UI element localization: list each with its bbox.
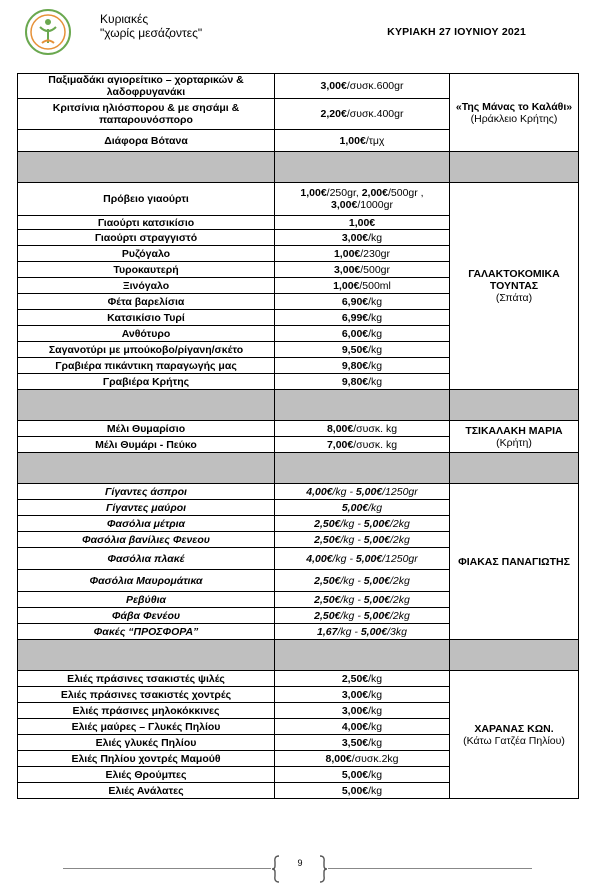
vendor-name: ΤΣΙΚΑΛΑΚΗ ΜΑΡΙΑ: [465, 424, 563, 437]
page-footer: [0, 850, 592, 890]
price-unit: /συσκ.400gr: [346, 108, 404, 120]
product-name: Φέτα βαρελίσια: [18, 294, 275, 310]
product-name: Φασόλια πλακέ: [18, 548, 275, 570]
price-amount: 3,50€: [341, 736, 369, 749]
price-unit: /kg: [368, 501, 383, 514]
product-price: [275, 421, 450, 437]
price-amount: 2,50€: [314, 533, 341, 546]
product-price: [275, 326, 450, 342]
product-name: Ελιές πράσινες τσακιστές ψιλές: [18, 671, 275, 687]
separator-cell: [275, 453, 450, 484]
price-unit: /kg: [368, 768, 383, 781]
price-amount: 8,00€: [325, 752, 352, 765]
footer-rule-left: [63, 868, 271, 869]
page-header: [0, 0, 592, 66]
price-unit: /kg: [368, 736, 383, 749]
price-unit: /kg -: [332, 552, 356, 565]
price-unit: /kg -: [337, 625, 361, 638]
vendor-location: (Ηράκλειο Κρήτης): [470, 112, 558, 125]
product-name: Γίγαντες άσπροι: [18, 484, 275, 500]
product-name: Παξιμαδάκι αγιορείτικο – χορταρικών & λαδοφρυγανάκι: [18, 74, 275, 99]
price-unit: /συσκ.2kg: [351, 752, 399, 765]
price-unit: /kg -: [340, 574, 364, 587]
price-amount: 8,00€: [326, 422, 354, 435]
product-name: Γιαούρτι κατσικίσιο: [18, 216, 275, 230]
product-name: Ξινόγαλο: [18, 278, 275, 294]
product-price: [275, 230, 450, 246]
product-name: Τυροκαυτερή: [18, 262, 275, 278]
vendor-cell: [450, 183, 579, 390]
separator-cell: [275, 640, 450, 671]
price-amount: 1,00€: [333, 247, 361, 260]
product-price: [275, 74, 450, 99]
price-amount: 5,00€: [341, 768, 369, 781]
price-amount: 1,00€: [339, 134, 366, 147]
price-amount: 3,00€: [341, 688, 369, 701]
brand-title: [100, 12, 202, 40]
price-unit: /2kg: [390, 574, 410, 587]
price-amount: 3,00€: [341, 704, 369, 717]
product-name: Γίγαντες μαύροι: [18, 500, 275, 516]
separator-cell: [275, 152, 450, 183]
product-row: [18, 74, 579, 99]
price-unit: /kg: [368, 784, 383, 797]
product-price: [275, 516, 450, 532]
price-unit: /230gr: [360, 247, 391, 260]
price-amount: 2,20€: [320, 108, 347, 120]
product-price: [275, 671, 450, 687]
product-price: [275, 358, 450, 374]
group-separator: [18, 640, 579, 671]
product-name: Γραβιέρα Κρήτης: [18, 374, 275, 390]
product-price: [275, 735, 450, 751]
vendor-cell: [450, 484, 579, 640]
vendor-cell: [450, 421, 579, 453]
vendor-location: (Κρήτη): [496, 436, 532, 449]
footer-rule-right: [328, 868, 532, 869]
price-amount: 5,00€: [355, 485, 383, 498]
brand-line-2: "χωρίς μεσάζοντες": [100, 26, 203, 40]
vendor-location: (Κάτω Γατζέα Πηλίου): [463, 734, 565, 747]
product-name: Γραβιέρα πικάντικη παραγωγής μας: [18, 358, 275, 374]
product-price: [275, 767, 450, 783]
page-number: 9: [297, 858, 303, 868]
product-name: Ελιές Πηλίου χοντρές Μαμούθ: [18, 751, 275, 767]
product-name: Ελιές Ανάλατες: [18, 783, 275, 799]
product-price: [275, 246, 450, 262]
product-name: Γιαούρτι στραγγιστό: [18, 230, 275, 246]
price-unit: /1250gr: [382, 485, 418, 498]
price-unit: /500gr: [360, 263, 391, 276]
product-name: Φακές “ΠΡΟΣΦΟΡΑ”: [18, 624, 275, 640]
price-amount: 3,00€: [341, 231, 369, 244]
price-unit: /1250gr: [382, 552, 418, 565]
price-unit: /kg -: [332, 485, 356, 498]
price-amount: 5,00€: [363, 533, 391, 546]
right-brace-icon: [318, 854, 328, 884]
price-unit: /συσκ. kg: [353, 422, 398, 435]
price-unit: /kg: [368, 295, 383, 308]
separator-cell: [18, 453, 275, 484]
product-name: Σαγανοτύρι με μπούκοβο/ρίγανη/σκέτο: [18, 342, 275, 358]
price-amount: 6,90€: [341, 295, 369, 308]
price-unit: /3kg: [387, 625, 407, 638]
farmers-market-logo-icon: [20, 7, 76, 57]
product-row: [18, 183, 579, 216]
price-unit: /1000gr: [357, 199, 393, 211]
price-amount: 2,00€: [361, 187, 388, 199]
price-amount: 5,00€: [363, 517, 391, 530]
separator-cell: [450, 152, 579, 183]
price-unit: /2kg: [390, 533, 410, 546]
price-unit: /kg: [368, 343, 383, 356]
price-unit: /kg -: [340, 593, 364, 606]
price-unit: /2kg: [390, 609, 410, 622]
price-unit: /250gr,: [326, 187, 362, 199]
price-amount: 2,50€: [314, 593, 341, 606]
price-amount: 4,00€: [306, 485, 333, 498]
product-price: [275, 624, 450, 640]
vendor-location: (Σπάτα): [495, 292, 533, 304]
product-price: [275, 751, 450, 767]
separator-cell: [450, 640, 579, 671]
price-amount: 9,80€: [341, 359, 369, 372]
header-date: ΚΥΡΙΑΚΗ 27 ΙΟΥΝΙΟΥ 2021: [387, 26, 526, 38]
price-amount: 1,00€: [300, 187, 327, 199]
price-amount: 6,00€: [341, 327, 369, 340]
price-unit: /kg: [368, 311, 383, 324]
product-price: [275, 548, 450, 570]
price-amount: 2,50€: [314, 609, 341, 622]
price-amount: 5,00€: [355, 552, 383, 565]
product-price: [275, 342, 450, 358]
price-amount: 4,00€: [306, 552, 333, 565]
price-amount: 2,50€: [314, 517, 341, 530]
vendor-cell: [450, 74, 579, 152]
product-price: [275, 608, 450, 624]
price-amount: 9,80€: [341, 375, 369, 388]
price-amount: 1,67: [317, 625, 338, 638]
price-unit: /kg: [368, 327, 383, 340]
product-price: [275, 262, 450, 278]
price-amount: 5,00€: [360, 625, 388, 638]
product-price: [275, 532, 450, 548]
price-unit: /500gr ,: [387, 187, 424, 199]
group-separator: [18, 453, 579, 484]
product-name: Μέλι Θυμαρίσιο: [18, 421, 275, 437]
product-price: [275, 783, 450, 799]
price-unit: /συσκ. kg: [353, 438, 398, 451]
price-unit: /kg: [368, 672, 383, 685]
product-price: [275, 687, 450, 703]
price-unit: /2kg: [390, 517, 410, 530]
price-unit: /kg: [368, 231, 383, 244]
price-unit: /συσκ.600gr: [346, 80, 404, 92]
product-price: [275, 703, 450, 719]
price-unit: /kg: [368, 375, 383, 388]
vendor-name: ΦΙΑΚΑΣ ΠΑΝΑΓΙΩΤΗΣ: [458, 555, 570, 568]
product-name: Κατσικίσιο Τυρί: [18, 310, 275, 326]
price-unit: /kg -: [340, 609, 364, 622]
price-amount: 6,99€: [341, 311, 369, 324]
price-amount: 3,00€: [333, 263, 361, 276]
product-price-table: [17, 73, 579, 799]
price-amount: 1,00€: [333, 279, 360, 292]
price-unit: /2kg: [390, 593, 410, 606]
product-name: Ελιές Θρούμπες: [18, 767, 275, 783]
product-name: Φάβα Φενέου: [18, 608, 275, 624]
product-row: [18, 671, 579, 687]
product-price: [275, 484, 450, 500]
product-price: [275, 719, 450, 735]
separator-cell: [18, 390, 275, 421]
price-unit: /kg -: [340, 517, 364, 530]
product-name: Πρόβειο γιαούρτι: [18, 183, 275, 216]
product-row: [18, 484, 579, 500]
price-unit: /kg: [368, 688, 383, 701]
price-amount: 5,00€: [363, 609, 391, 622]
product-name: Ελιές μαύρες – Γλυκές Πηλίου: [18, 719, 275, 735]
product-name: Ελιές πράσινες μηλοκόκκινες: [18, 703, 275, 719]
price-unit: /kg: [368, 720, 383, 733]
group-separator: [18, 390, 579, 421]
product-name: Ρυζόγαλο: [18, 246, 275, 262]
price-amount: 2,50€: [314, 574, 341, 587]
product-name: Ελιές πράσινες τσακιστές χοντρές: [18, 687, 275, 703]
price-unit: /kg: [368, 704, 383, 717]
price-amount: 1,00€: [348, 216, 376, 229]
price-unit: /kg: [368, 359, 383, 372]
separator-cell: [450, 453, 579, 484]
product-name: Ανθότυρο: [18, 326, 275, 342]
product-price: [275, 437, 450, 453]
product-name: Φασόλια Μαυρομάτικα: [18, 570, 275, 592]
product-price: [275, 130, 450, 152]
product-price: [275, 99, 450, 130]
product-price: [275, 570, 450, 592]
vendor-name: ΧΑΡΑΝΑΣ ΚΩΝ.: [474, 722, 554, 735]
separator-cell: [18, 640, 275, 671]
product-price: [275, 500, 450, 516]
product-price: [275, 183, 450, 216]
product-price: [275, 374, 450, 390]
product-name: Φασόλια βανίλιες Φενεου: [18, 532, 275, 548]
price-amount: 5,00€: [363, 574, 391, 587]
price-amount: 3,00€: [320, 80, 347, 92]
price-amount: 9,50€: [341, 343, 369, 356]
product-price: [275, 278, 450, 294]
price-amount: 5,00€: [363, 593, 391, 606]
separator-cell: [450, 390, 579, 421]
product-price: [275, 216, 450, 230]
price-amount: 2,50€: [341, 672, 369, 685]
product-row: [18, 421, 579, 437]
product-price: [275, 310, 450, 326]
brand-line-1: Κυριακές: [100, 12, 149, 26]
separator-cell: [275, 390, 450, 421]
vendor-cell: [450, 671, 579, 799]
price-amount: 7,00€: [326, 438, 354, 451]
product-name: Μέλι Θυμάρι - Πεύκο: [18, 437, 275, 453]
price-unit: /τμχ: [365, 134, 385, 147]
product-price: [275, 294, 450, 310]
price-unit: /500ml: [359, 279, 391, 292]
product-name: Ελιές γλυκές Πηλίου: [18, 735, 275, 751]
product-name: Διάφορα Βότανα: [18, 130, 275, 152]
price-amount: 3,00€: [331, 199, 358, 211]
separator-cell: [18, 152, 275, 183]
group-separator: [18, 152, 579, 183]
vendor-name: «Της Μάνας το Καλάθι»: [455, 100, 573, 113]
product-name: Φασόλια μέτρια: [18, 516, 275, 532]
price-amount: 4,00€: [341, 720, 369, 733]
price-unit: /kg -: [340, 533, 364, 546]
vendor-name: ΓΑΛΑΚΤΟΚΟΜΙΚΑ ΤΟΥΝΤΑΣ: [468, 268, 560, 292]
product-name: Ρεβύθια: [18, 592, 275, 608]
product-name: Κριτσίνια ηλιόσπορου & με σησάμι & παπαρουνόσπορο: [18, 99, 275, 130]
price-amount: 5,00€: [341, 784, 369, 797]
product-price: [275, 592, 450, 608]
price-amount: 5,00€: [341, 501, 369, 514]
